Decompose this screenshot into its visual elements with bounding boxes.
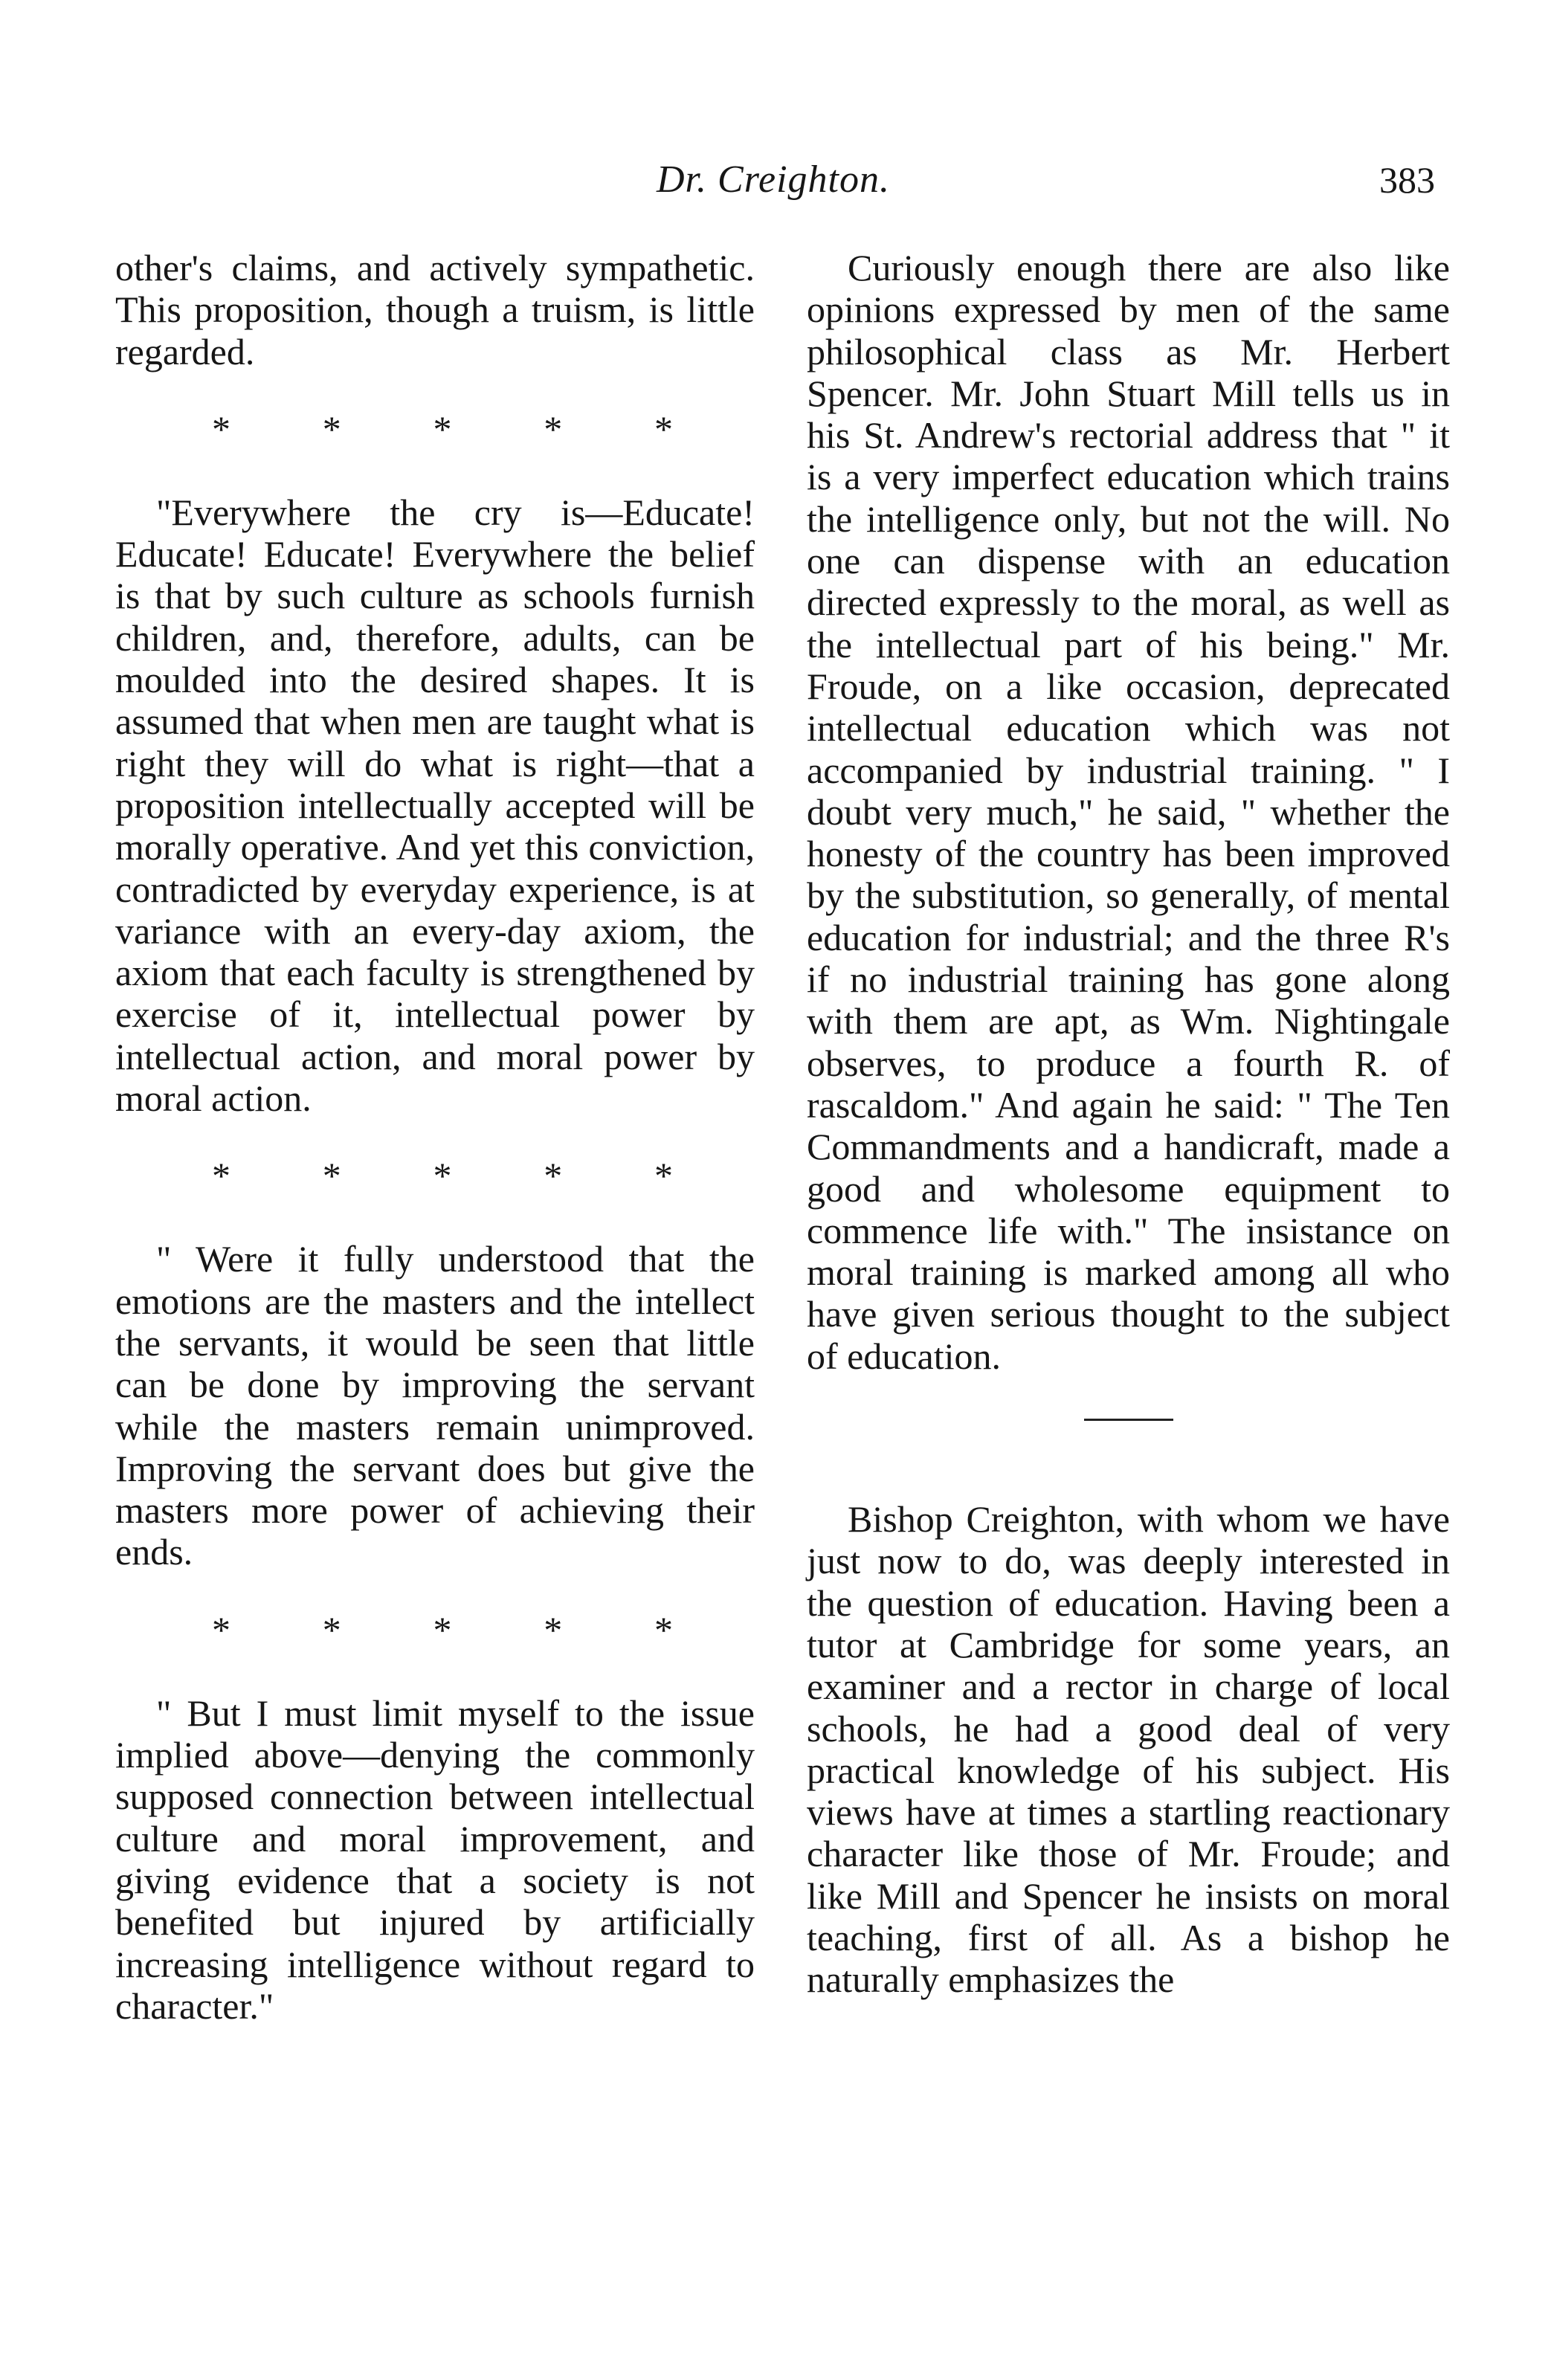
asterisk: * <box>322 1608 341 1651</box>
left-paragraph-1: other's claims, and actively sympathetic. This proposition, though a truism, is little regarded. <box>115 247 755 373</box>
section-break-stars <box>212 1155 673 1196</box>
asterisk: * <box>433 1155 452 1197</box>
asterisk: * <box>544 1608 563 1651</box>
asterisk: * <box>544 1155 563 1197</box>
left-paragraph-3: " Were it fully understood that the emotions are the masters and the intellect the servants, it would be seen that little can be done by improving the servant while the masters remain unimproved. Improving the servant does but give the masters more power of achieving their ends. <box>115 1238 755 1573</box>
asterisk: * <box>322 407 341 450</box>
asterisk: * <box>433 1608 452 1651</box>
asterisk: * <box>322 1155 341 1197</box>
right-paragraph-2: Bishop Creighton, with whom we have just now to do, was deeply interested in the question of education. Having been a tutor at Cambridge for some years, an examiner and a rector in charge of local schools, he had a good deal of very practical knowledge of his subject. His views have at times a startling reactionary character like those of Mr. Froude; and like Mill and Spencer he insists on moral teaching, first of all. As a bishop he naturally emphasizes the <box>807 1498 1450 2001</box>
asterisk: * <box>654 1155 673 1197</box>
running-title: Dr. Creighton. <box>657 158 890 201</box>
running-head <box>112 158 1435 210</box>
section-break-stars <box>212 408 673 450</box>
left-paragraph-4: " But I must limit myself to the issue implied above—denying the commonly supposed connection between intellectual culture and moral improvement, and giving evidence that a society is not benefited but injured by artificially increasing intelligence without regard to character." <box>115 1692 755 2027</box>
section-divider-rule <box>1084 1419 1173 1421</box>
left-paragraph-2: "Everywhere the cry is—Educate! Educate! Educate! Everywhere the belief is that by such culture as schools furnish children, and, therefore, adults, can be moulded into the desired shapes. It is assumed that when men are taught what is right they will do what is right—that a proposition intellectually accepted will be morally operative. And yet this conviction, contradicted by everyday experience, is at variance with an every-day axiom, the axiom that each faculty is strengthened by exercise of it, intellectual power by intellectual action, and moral power by moral action. <box>115 491 755 1120</box>
asterisk: * <box>212 407 230 450</box>
right-column <box>807 247 1450 2001</box>
asterisk: * <box>544 407 563 450</box>
asterisk: * <box>433 407 452 450</box>
asterisk: * <box>654 1608 673 1651</box>
asterisk: * <box>654 407 673 450</box>
asterisk: * <box>212 1155 230 1197</box>
left-column <box>115 247 755 2027</box>
right-paragraph-1: Curiously enough there are also like opinions expressed by men of the same philosophical class as Mr. Herbert Spencer. Mr. John Stuart Mill tells us in his St. Andrew's rectorial address that " it is a very imperfect education which trains the intelligence only, but not the will. No one can dispense with an education directed expressly to the moral, as well as the intellectual part of his being." Mr. Froude, on a like occasion, deprecated intellectual education which was not accompanied by industrial training. " I doubt very much," he said, " whether the honesty of the country has been improved by the substitution, so generally, of mental education for industrial; and the three R's if no industrial training has gone along with them are apt, as Wm. Nightingale observes, to produce a fourth R. of rascaldom." And again he said: " The Ten Commandments and a handicraft, made a good and wholesome equipment to commence life with." The insistance on moral training is marked among all who have given serious thought to the subject of education. <box>807 247 1450 1377</box>
page-number: 383 <box>1379 159 1435 201</box>
section-break-stars <box>212 1609 673 1651</box>
asterisk: * <box>212 1608 230 1651</box>
